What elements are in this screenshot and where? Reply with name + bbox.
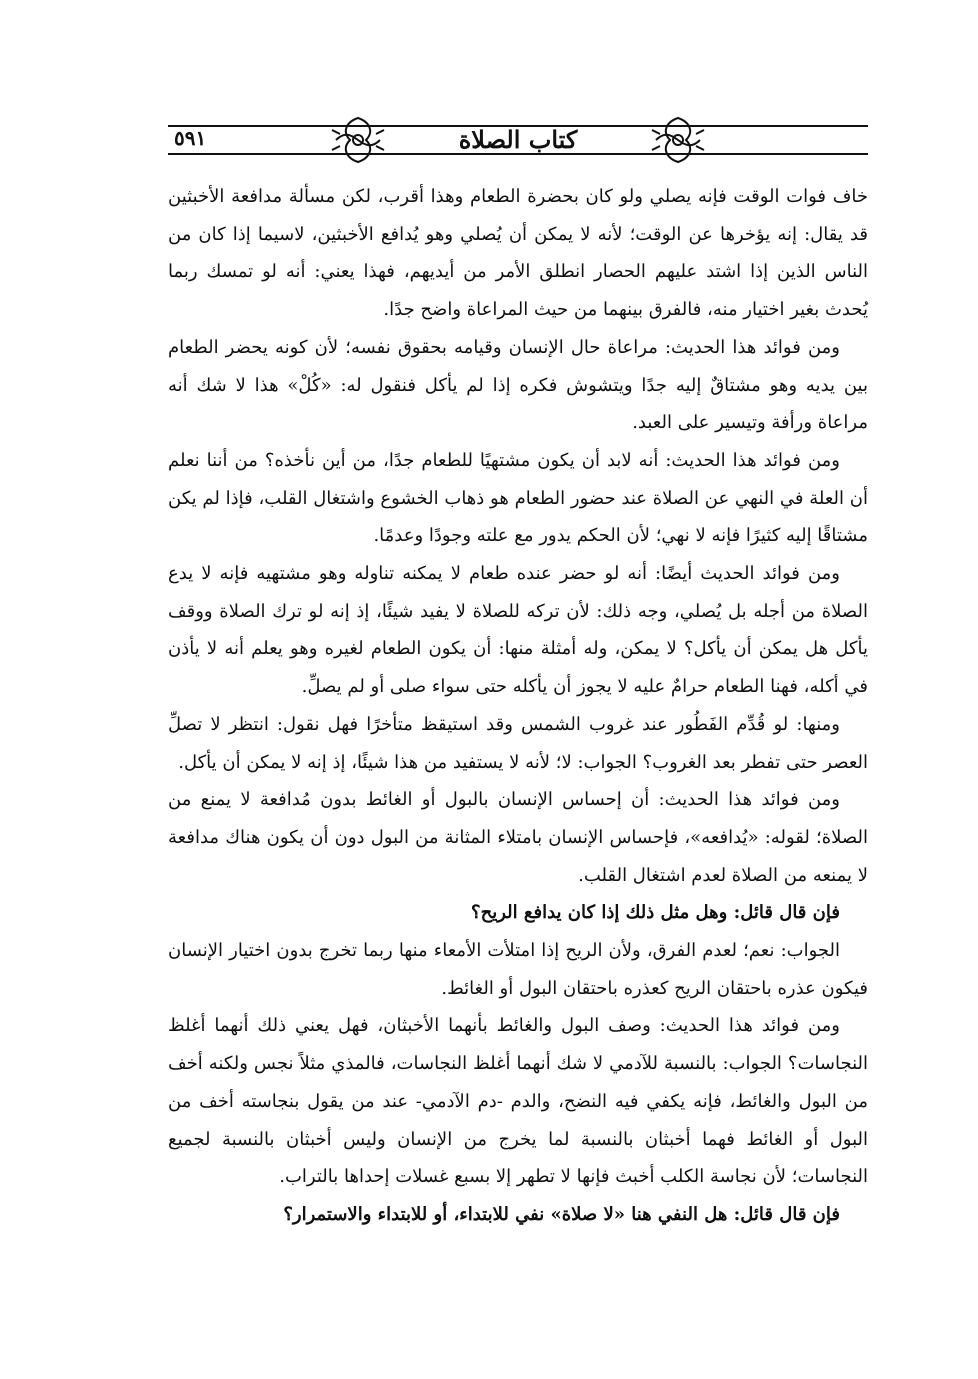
right-ornament-icon: [648, 112, 708, 168]
running-title: كتاب الصلاة: [458, 125, 578, 154]
page-header: [168, 112, 868, 168]
paragraph: ومن فوائد هذا الحديث: وصف البول والغائط بأنهما الأخبثان، فهل يعني ذلك أنهما أغلظ النجاسات؟ الجواب: بالنسبة للآدمي لا شك أنهما أغلظ النجاسات، فالمذي مثلاً نجس ولكنه أخف من البول والغائط، فإنه يكفي فيه النضح، والدم -دم الآدمي- عند من يقول بنجاسته أخف من البول أو الغائط فهما أخبثان بالنسبة لما يخرج من الإنسان وليس أخبثان بالنسبة لجميع النجاسات؛ لأن نجاسة الكلب أخبث فإنها لا تطهر إلا بسبع غسلات إحداها بالتراب.: [168, 1015, 868, 1188]
answer-paragraph: الجواب: نعم؛ لعدم الفرق، ولأن الريح إذا امتلأت الأمعاء منها ربما تخرج بدون اختيار الإنسان فيكون عذره باحتقان الريح كعذره باحتقان البول أو الغائط.: [168, 940, 868, 999]
page-number: ٥٩١: [174, 126, 207, 150]
paragraph: ومن فوائد هذا الحديث: مراعاة حال الإنسان وقيامه بحقوق نفسه؛ لأن كونه يحضر الطعام بين يديه وهو مشتاقٌ إليه جدًا ويتشوش فكره إذا لم يأكل فنقول له: «كُلْ» هذا لا شك أنه مراعاة ورأفة وتيسير على العبد.: [168, 336, 868, 434]
paragraph: ومن فوائد الحديث أيضًا: أنه لو حضر عنده طعام لا يمكنه تناوله وهو مشتهيه فإنه لا يدع الصلاة من أجله بل يُصلي، وجه ذلك: لأن تركه للصلاة لا يفيد شيئًا، إذ إنه لو ترك الصلاة ووقف يأكل هل يمكن أن يأكل؟ لا يمكن، وله أمثلة منها: أن يكون الطعام لغيره وهو يعلم أنه لا يأذن في أكله، فهنا الطعام حرامٌ عليه لا يجوز أن يأكله حتى سواء صلى أو لم يصلِّ.: [168, 563, 868, 698]
paragraph: ومن فوائد هذا الحديث: أنه لابد أن يكون مشتهيًا للطعام جدًا، من أين نأخذه؟ من أننا نعلم أن العلة في النهي عن الصلاة عند حضور الطعام هو ذهاب الخشوع واشتغال القلب، فإذا لم يكن مشتاقًا إليه كثيرًا فإنه لا نهي؛ لأن الحكم يدور مع علته وجودًا وعدمًا.: [168, 449, 868, 547]
body-text: [168, 178, 868, 1234]
paragraph: خاف فوات الوقت فإنه يصلي ولو كان بحضرة الطعام وهذا أقرب، لكن مسألة مدافعة الأخبثين قد يقال: إنه يؤخرها عن الوقت؛ لأنه لا يمكن أن يُصلي وهو يُدافع الأخبثين، لاسيما إذا كان من الناس الذين إذا اشتد عليهم الحصار انطلق الأمر من أيديهم، فهذا يعني: أنه لو تمسك ربما يُحدث بغير اختيار منه، فالفرق بينهما من حيث المراعاة واضح جدًا.: [168, 186, 868, 321]
paragraph: ومن فوائد هذا الحديث: أن إحساس الإنسان بالبول أو الغائط بدون مُدافعة لا يمنع من الصلاة؛ لقوله: «يُدافعه»، فإحساس الإنسان بامتلاء المثانة من البول دون أن يكون هناك مدافعة لا يمنعه من الصلاة لعدم اشتغال القلب.: [168, 789, 868, 886]
question-paragraph: فإن قال قائل: وهل مثل ذلك إذا كان يدافع الريح؟: [471, 902, 840, 924]
question-paragraph: فإن قال قائل: هل النفي هنا «لا صلاة» نفي للابتداء، أو للابتداء والاستمرار؟: [283, 1203, 840, 1225]
paragraph: ومنها: لو قُدِّم الفَطُور عند غروب الشمس وقد استيقظ متأخرًا فهل نقول: انتظر لا تصلِّ العصر حتى تفطر بعد الغروب؟ الجواب: لا؛ لأنه لا يستفيد من هذا شيئًا، إذ إنه لا يمكن أن يأكل.: [168, 713, 868, 773]
